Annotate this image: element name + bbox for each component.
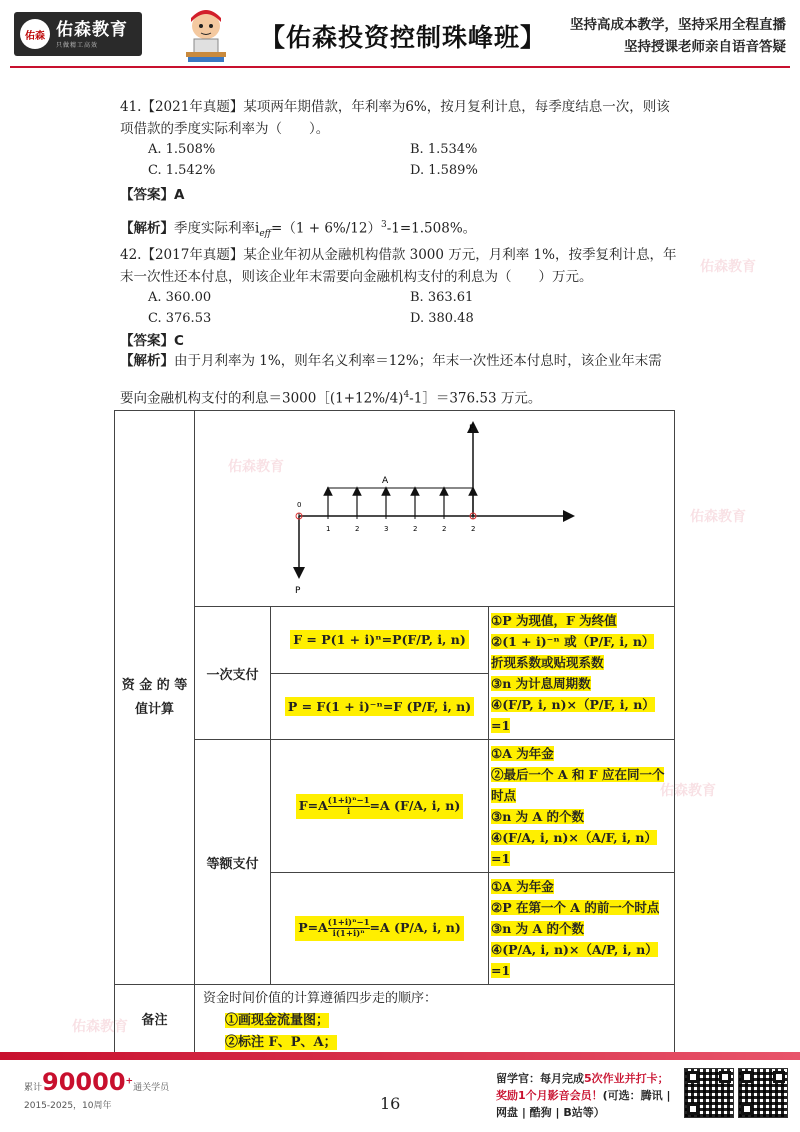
tick-label: 3 — [384, 525, 389, 533]
footer-divider — [0, 1052, 800, 1060]
note-line: ④(F/A, i, n)×（A/F, i, n） — [491, 830, 658, 845]
question-41-line-2: 项借款的季度实际利率为（ ）。 — [120, 121, 330, 137]
remark-step-2: ②标注 F、P、A； — [225, 1035, 337, 1050]
remark-text: 资金时间价值的计算遵循四步走的顺序： — [203, 991, 438, 1006]
remark-label: 备注 — [115, 985, 195, 1058]
note-line: ②(1 + i)⁻ⁿ 或（P/F, i, n） — [491, 634, 655, 649]
formula-p-from-f: P = F(1 + i)⁻ⁿ=F (P/F, i, n) — [285, 697, 474, 716]
question-41-line-1: 41.【2021年真题】某项两年期借款，年利率为6%，按月复利计息，每季度结息一次，则该 — [120, 99, 670, 115]
note-line: =1 — [491, 718, 511, 733]
note-line: ③n 为计息周期数 — [491, 676, 591, 691]
header-slogans — [570, 14, 786, 58]
cash-flow-diagram-cell — [195, 411, 675, 607]
annuity-notes-1 — [489, 740, 675, 873]
question-42 — [120, 244, 676, 288]
annuity-notes-2 — [489, 873, 675, 985]
q42-answer — [120, 330, 184, 352]
answer-value: C — [174, 333, 184, 349]
slogan-line-2: 坚持授课老师亲自语音答疑 — [624, 39, 786, 55]
single-payment-label: 一次支付 — [195, 607, 271, 740]
remark-cell — [195, 985, 675, 1058]
cash-flow-diagram — [195, 411, 673, 603]
note-line: ①A 为年金 — [491, 746, 554, 761]
note-line: ①A 为年金 — [491, 879, 554, 894]
tick-label: 2 — [442, 525, 447, 533]
q41-option-d: D. 1.589% — [410, 163, 478, 178]
q41-option-a: A. 1.508% — [148, 142, 216, 157]
answer-value: A — [174, 187, 185, 203]
note-line: ②最后一个 A 和 F 应在同一个 — [491, 767, 665, 782]
watermark: 佑森教育 — [72, 1019, 128, 1035]
watermark: 佑森教育 — [690, 509, 746, 525]
note-line: ②P 在第一个 A 的前一个时点 — [491, 900, 660, 915]
category-cell: 资 金 的 等 值计算 — [115, 411, 195, 985]
note-line: =1 — [491, 851, 511, 866]
annuity-arrows — [328, 491, 473, 516]
equivalent-value-table — [114, 410, 675, 1058]
single-formula-cell-1 — [271, 607, 489, 674]
formula-f-from-p: F = P(1 + i)ⁿ=P(F/P, i, n) — [290, 630, 469, 649]
tick-label: 2 — [413, 525, 418, 533]
logo-tagline: 只做精工高效 — [56, 41, 99, 49]
note-line: ③n 为 A 的个数 — [491, 809, 585, 824]
tick-label: 2 — [355, 525, 360, 533]
q41-option-c: C. 1.542% — [148, 163, 216, 178]
q42-option-c: C. 376.53 — [148, 311, 212, 326]
q41-option-b: B. 1.534% — [410, 142, 478, 157]
header-divider — [10, 66, 790, 68]
analysis-label: 【解析】 — [120, 353, 174, 369]
annuity-label: 等额支付 — [195, 740, 271, 985]
q41-answer — [120, 184, 184, 206]
single-formula-cell-2 — [271, 673, 489, 740]
watermark: 佑森教育 — [700, 259, 756, 275]
note-line: ④(P/A, i, n)×（A/P, i, n） — [491, 942, 658, 957]
brand-logo — [14, 12, 142, 56]
formula-p-from-a: P=A $\frac{\text{(1+i)ⁿ−1}}{\text{i(1+i)ⁿ}}$ =A (P/A, i, n) — [295, 916, 464, 941]
years-label: 2015-2025，10周年 — [24, 1101, 112, 1111]
note-line: ④(F/P, i, n)×（P/F, i, n） — [491, 697, 655, 712]
formula-f-from-a: F=A $\frac{\text{(1+i)ⁿ−1}}{i}$ =A (F/A, i, n) — [296, 794, 464, 819]
note-line: =1 — [491, 963, 511, 978]
page-number: 16 — [380, 1094, 401, 1113]
mascot-icon — [178, 6, 234, 64]
q41-analysis: 【解析】季度实际利率$i_{eff}=(1 + 6\%/12)^3-1=1.508\%$。 — [120, 220, 477, 240]
label-a: A — [382, 476, 389, 486]
tick-label: 0 — [297, 501, 302, 509]
annuity-formula-cell-2 — [271, 873, 489, 985]
q42-analysis: 【解析】由于月利率为 1%，则年名义利率＝12%；年末一次性还本付息时，该企业年末需 要向金融机构支付的利息$=3000[(1+12\%/4)^4-1]=376.53$ 万元。 — [120, 353, 662, 407]
logo-seal-icon: 佑森 — [20, 19, 50, 49]
slogan-line-1: 坚持高成本教学，坚持采用全程直播 — [570, 17, 786, 33]
page-header — [0, 0, 800, 70]
single-payment-notes — [489, 607, 675, 740]
answer-label: 【答案】 — [120, 187, 174, 203]
label-p: P — [295, 586, 301, 596]
analysis-label: 【解析】 — [120, 220, 174, 237]
qr-code-icon[interactable] — [738, 1068, 788, 1118]
logo-name: 佑森教育 — [56, 19, 128, 40]
note-line: 时点 — [491, 788, 517, 803]
note-line: 折现系数或贴现系数 — [491, 655, 604, 670]
header-title: 【佑森投资控制珠峰班】 — [260, 23, 547, 52]
q42-option-b: B. 363.61 — [410, 290, 474, 305]
q42-option-d: D. 380.48 — [410, 311, 474, 326]
note-line: ③n 为 A 的个数 — [491, 921, 585, 936]
note-line: ①P 为现值，F 为终值 — [491, 613, 617, 628]
label-f: F — [469, 424, 475, 434]
student-stat: 累计90000+通关学员 2015-2025，10周年 — [24, 1068, 170, 1111]
question-42-line-2: 末一次性还本付息，则该企业年末需要向金融机构支付的利息为（ ）万元。 — [120, 269, 593, 285]
tick-label: 1 — [326, 525, 331, 533]
tick-label: 2 — [471, 525, 476, 533]
watermark: 佑森教育 — [660, 783, 716, 799]
remark-step-1: ①画现金流量图； — [225, 1013, 330, 1028]
q42-option-a: A. 360.00 — [148, 290, 212, 305]
question-42-line-1: 42.【2017年真题】某企业年初从金融机构借款 3000 万元，月利率 1%，按季复利计息，年 — [120, 247, 677, 263]
watermark: 佑森教育 — [228, 459, 284, 475]
question-41 — [120, 96, 670, 140]
annuity-formula-cell-1 — [271, 740, 489, 873]
qr-code-icon[interactable] — [684, 1068, 734, 1118]
answer-label: 【答案】 — [120, 333, 174, 349]
promo-text: 留学官：每月完成5次作业并打卡； 奖励1个月影音会员！(可选：腾讯 | 网盘 | 酷狗 | B站等） — [496, 1072, 671, 1119]
